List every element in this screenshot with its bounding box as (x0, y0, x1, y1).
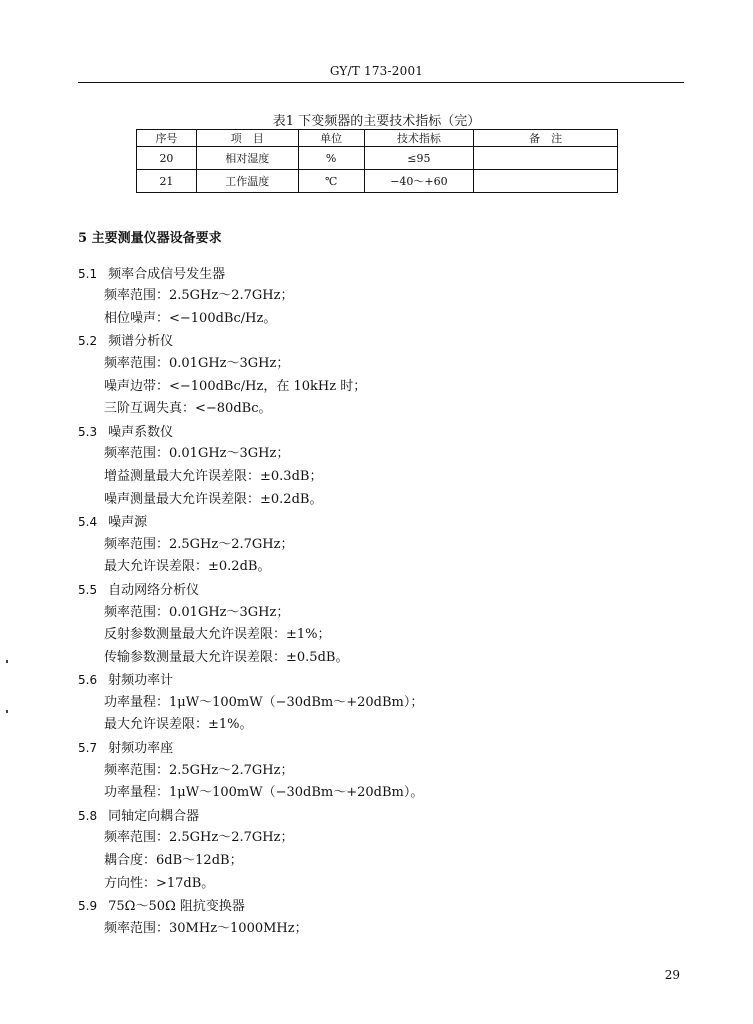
section-5 (78, 228, 678, 940)
spec-item: 频率范围：0.01GHz～3GHz； (104, 604, 290, 620)
scan-speck (6, 660, 8, 663)
spec-item: 频率范围：2.5GHz～2.7GHz； (104, 762, 294, 778)
subsection-title (78, 737, 678, 760)
cell-item: 工作温度 (196, 170, 298, 193)
spec-item: 频率范围：0.01GHz～3GHz； (104, 446, 290, 462)
cell-item: 相对湿度 (196, 147, 298, 170)
subsection-name: 自动网络分析仪 (108, 582, 200, 598)
subsection-number: 5.1 (78, 266, 98, 281)
subsection-number: 5.3 (78, 424, 98, 439)
table-row (137, 170, 618, 193)
header-rule (78, 82, 684, 83)
spec-item: 功率量程：1μW～100mW（−30dBm～+20dBm）； (104, 694, 424, 710)
cell-unit: % (298, 147, 364, 170)
cell-unit: ℃ (298, 170, 364, 193)
subsection-title (78, 511, 678, 534)
subsection-number: 5.8 (78, 808, 98, 823)
subsection-title (78, 669, 678, 692)
cell-spec: −40～+60 (364, 170, 474, 193)
spec-item: 反射参数测量最大允许误差限：±1%； (104, 627, 331, 643)
col-header-item: 项 目 (196, 130, 298, 147)
col-header-note: 备 注 (474, 130, 618, 147)
table-caption: 表1 下变频器的主要技术指标（完） (272, 114, 481, 129)
subsection-name: 噪声系数仪 (108, 424, 174, 440)
cell-spec: ≤95 (364, 147, 474, 170)
spec-item: 频率范围：0.01GHz～3GHz； (104, 355, 290, 371)
spec-item: 频率范围：30MHz～1000MHz； (104, 920, 308, 936)
col-header-unit: 单位 (298, 130, 364, 147)
spec-item: 耦合度：6dB～12dB； (104, 853, 243, 869)
subsection-number: 5.2 (78, 334, 98, 349)
cell-index: 21 (137, 170, 197, 193)
col-header-index: 序号 (137, 130, 197, 147)
scan-speck (6, 710, 8, 713)
spec-table (136, 129, 618, 193)
spec-item: 增益测量最大允许误差限：±0.3dB； (104, 468, 323, 484)
spec-item: 频率范围：2.5GHz～2.7GHz； (104, 288, 294, 304)
subsection-number: 5.6 (78, 673, 98, 688)
cell-note (474, 147, 618, 170)
subsection-name: 75Ω～50Ω 阻抗变换器 (108, 899, 245, 915)
subsection-name: 同轴定向耦合器 (108, 808, 200, 824)
spec-item: 相位噪声：<−100dBc/Hz。 (104, 310, 277, 326)
spec-item: 频率范围：2.5GHz～2.7GHz； (104, 536, 294, 552)
spec-item: 方向性：>17dB。 (104, 875, 215, 891)
subsection-number: 5.9 (78, 899, 98, 914)
subsection-name: 射频功率座 (108, 741, 174, 757)
subsection-title (78, 421, 678, 444)
subsection-title (78, 805, 678, 828)
subsection-title (78, 895, 678, 918)
spec-item: 最大允许误差限：±0.2dB。 (104, 559, 271, 575)
subsection-title (78, 579, 678, 602)
cell-note (474, 170, 618, 193)
col-header-spec: 技术指标 (364, 130, 474, 147)
page-number: 29 (664, 968, 680, 982)
spec-item: 三阶互调失真：<−80dBc。 (104, 401, 272, 417)
subsection-title (78, 330, 678, 353)
spec-item: 传输参数测量最大允许误差限：±0.5dB。 (104, 649, 349, 665)
table-header-row (137, 130, 618, 147)
spec-item: 频率范围：2.5GHz～2.7GHz； (104, 830, 294, 846)
subsection-number: 5.5 (78, 582, 98, 597)
subsection-name: 频率合成信号发生器 (108, 266, 226, 282)
header-code: GY/T 173-2001 (329, 64, 424, 78)
spec-item: 功率量程：1μW～100mW（−30dBm～+20dBm）。 (104, 785, 424, 801)
subsection-title (78, 263, 678, 286)
section-title: 5 主要测量仪器设备要求 (78, 231, 222, 246)
subsection-name: 频谱分析仪 (108, 334, 174, 350)
subsection-number: 5.4 (78, 515, 98, 530)
subsection-name: 噪声源 (108, 515, 148, 531)
spec-item: 最大允许误差限：±1%。 (104, 717, 253, 733)
spec-item: 噪声边带：<−100dBc/Hz，在 10kHz 时； (104, 378, 367, 394)
cell-index: 20 (137, 147, 197, 170)
table-row (137, 147, 618, 170)
subsection-number: 5.7 (78, 741, 98, 756)
subsection-name: 射频功率计 (108, 673, 174, 689)
spec-item: 噪声测量最大允许误差限：±0.2dB。 (104, 491, 323, 507)
